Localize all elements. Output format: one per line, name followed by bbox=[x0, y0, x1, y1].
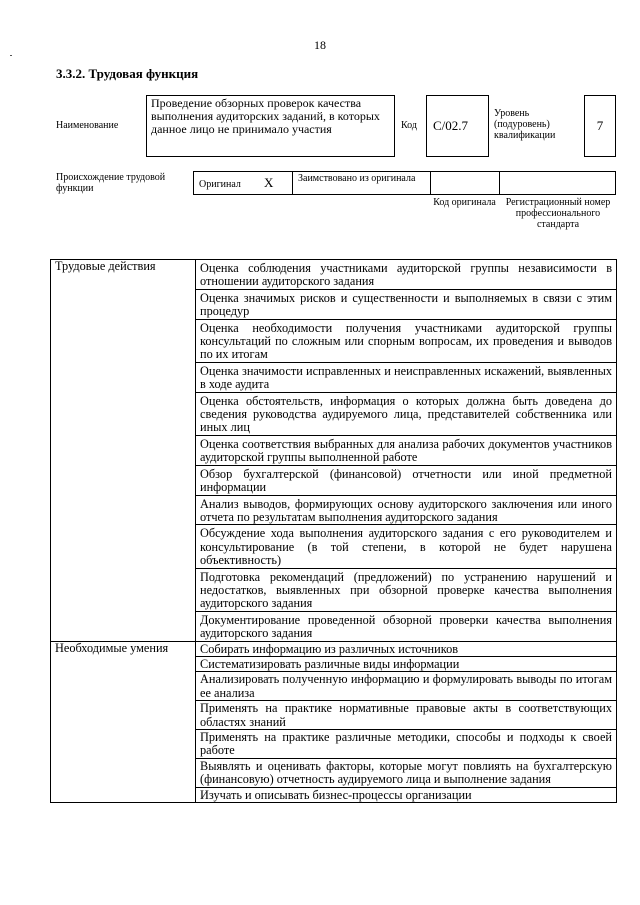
level-value-box: 7 bbox=[584, 95, 616, 157]
code-value-box: C/02.7 bbox=[426, 95, 489, 157]
labor-action-item: Обзор бухгалтерской (финансовой) отчетности или иной предметной информации bbox=[196, 465, 617, 495]
labor-action-item: Обсуждение хода выполнения аудиторского задания с его руководителем и консультирование (в той степени, в которой не будет нарушена объективность) bbox=[196, 525, 617, 568]
level-label: Уровень (подуровень) квалификации bbox=[494, 108, 556, 141]
function-name-box: Проведение обзорных проверок качества выполнения аудиторских заданий, в которых данное лицо не принимало участия bbox=[146, 95, 395, 157]
skill-item: Применять на практике различные методики, способы и подходы к своей работе bbox=[196, 730, 617, 759]
labor-action-item: Оценка необходимости получения участниками аудиторской группы консультаций по сложным или спорным вопросам, их проведения и выводов по их итогам bbox=[196, 319, 617, 362]
reg-number-cell bbox=[500, 172, 615, 194]
original-label: Оригинал bbox=[199, 179, 241, 190]
reg-number-caption: Регистрационный номер профессионального стандарта bbox=[505, 197, 611, 230]
labor-action-item: Оценка значимости исправленных и неисправленных искажений, выявленных в ходе аудита bbox=[196, 362, 617, 392]
origin-label: Происхождение трудовой функции bbox=[56, 172, 166, 194]
skill-item: Применять на практике нормативные правовые акты в соответствующих областях знаний bbox=[196, 701, 617, 730]
table-row bbox=[51, 641, 617, 656]
labor-action-item: Оценка значимых рисков и существенности и выполняемых в связи с этим процедур bbox=[196, 289, 617, 319]
labor-action-item: Оценка соответствия выбранных для анализа рабочих документов участников аудиторской группы выполненной работе bbox=[196, 435, 617, 465]
labor-actions-label: Трудовые действия bbox=[51, 260, 196, 642]
skill-item: Систематизировать различные виды информации bbox=[196, 656, 617, 671]
original-mark: X bbox=[264, 175, 274, 190]
skill-item: Выявлять и оценивать факторы, которые могут повлиять на бухгалтерскую (финансовую) отчетность аудируемого лица и выполнение задания bbox=[196, 758, 617, 787]
table-row bbox=[51, 260, 617, 290]
code-original-cell bbox=[431, 172, 500, 194]
skills-label: Необходимые умения bbox=[51, 641, 196, 802]
labor-action-item: Документирование проведенной обзорной проверки качества выполнения аудиторского задания bbox=[196, 611, 617, 641]
origin-row bbox=[193, 171, 616, 195]
labor-action-item: Подготовка рекомендаций (предложений) по устранению нарушений и недостатков, выявленных при обзорной проверке качества выполнения аудиторского задания bbox=[196, 568, 617, 611]
code-label: Код bbox=[401, 120, 417, 131]
skill-item: Изучать и описывать бизнес-процессы организации bbox=[196, 787, 617, 802]
borrowed-cell bbox=[293, 172, 431, 194]
labor-action-item: Анализ выводов, формирующих основу аудиторского заключения или иного отчета по результатам выполнения аудиторского задания bbox=[196, 495, 617, 525]
skill-item: Анализировать полученную информацию и формулировать выводы по итогам ее анализа bbox=[196, 672, 617, 701]
original-cell bbox=[194, 172, 293, 194]
skill-item: Собирать информацию из различных источников bbox=[196, 641, 617, 656]
page-number: 18 bbox=[314, 38, 326, 52]
code-original-caption: Код оригинала bbox=[433, 197, 496, 208]
function-table bbox=[50, 259, 617, 803]
borrowed-label: Заимствовано из оригинала bbox=[298, 173, 416, 184]
section-title: 3.3.2. Трудовая функция bbox=[56, 66, 199, 81]
name-label: Наименование bbox=[56, 120, 119, 131]
labor-action-item: Оценка обстоятельств, информация о которых должна быть доведена до сведения руководства аудируемого лица, представителей собственника или иных лиц bbox=[196, 392, 617, 435]
labor-action-item: Оценка соблюдения участниками аудиторской группы независимости в отношении аудиторского задания bbox=[196, 260, 617, 290]
margin-mark bbox=[10, 55, 12, 56]
